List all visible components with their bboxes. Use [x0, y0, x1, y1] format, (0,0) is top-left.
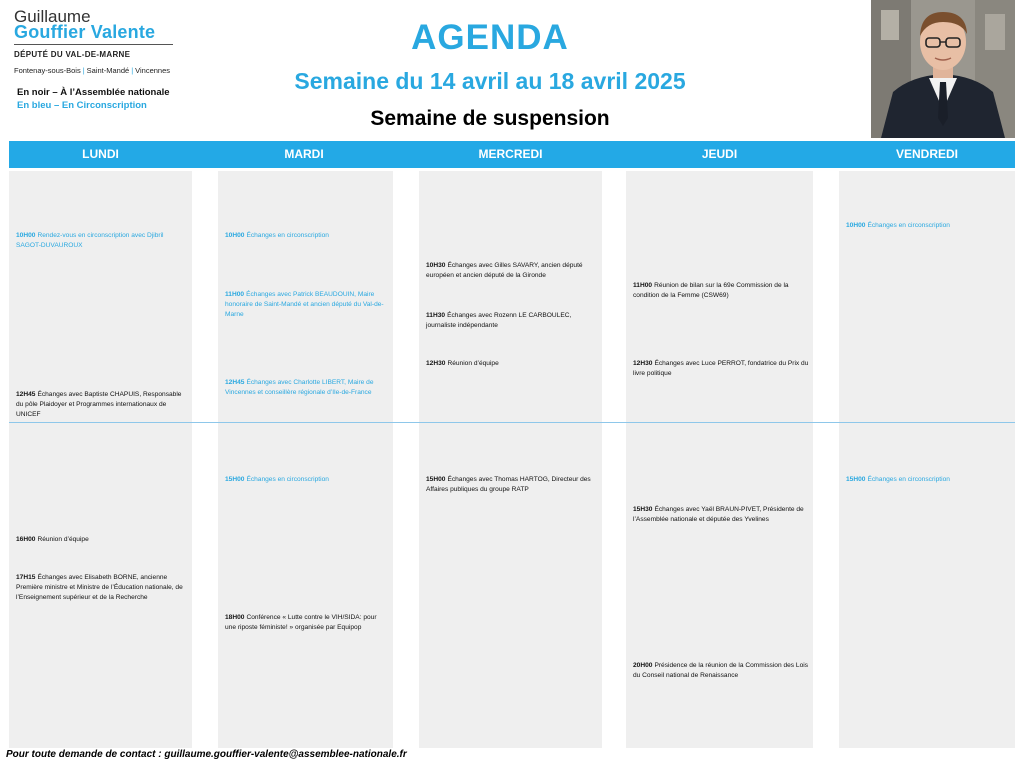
day-column-mardi	[218, 171, 393, 748]
event-time: 15H00	[846, 476, 866, 483]
event-vendredi-1	[846, 221, 1011, 231]
day-column-vendredi	[839, 171, 1015, 748]
event-mercredi-1	[426, 261, 598, 281]
event-jeudi-3	[633, 505, 809, 525]
event-text: Échanges avec Rozenn LE CARBOULEC, journaliste indépendante	[426, 312, 572, 329]
event-time: 15H00	[426, 476, 446, 483]
event-mardi-2	[225, 290, 389, 320]
event-jeudi-1	[633, 281, 809, 301]
city-vincennes: Vincennes	[135, 66, 171, 75]
event-text: Échanges avec Charlotte LIBERT, Maire de Vincennes et conseillère régionale d’Ile-de-France	[225, 379, 374, 396]
week-note: Semaine de suspension	[370, 107, 610, 130]
event-time: 15H30	[633, 506, 653, 513]
event-text: Échanges avec Elisabeth BORNE, ancienne Première ministre et Ministre de l’Éducation nationale, de l’Enseignement supérieur et de la Recherche	[16, 574, 183, 601]
event-text: Échanges en circonscription	[867, 476, 950, 483]
city-fontenay: Fontenay-sous-Bois	[14, 66, 81, 75]
event-mardi-5	[225, 613, 389, 633]
event-time: 17H15	[16, 574, 36, 581]
event-text: Présidence de la réunion de la Commission des Lois du Conseil national de Renaissance	[633, 662, 809, 679]
event-mercredi-4	[426, 475, 598, 495]
day-header-jeudi: JEUDI	[701, 147, 738, 161]
day-column-mercredi	[419, 171, 602, 748]
event-text: Échanges avec Gilles SAVARY, ancien député européen et ancien député de la Gironde	[426, 262, 583, 279]
legend-blue: En bleu – En Circonscription	[17, 100, 147, 111]
day-header-lundi: LUNDI	[82, 147, 119, 161]
event-text: Échanges avec Patrick BEAUDOUIN, Maire honoraire de Saint-Mandé et ancien député du Val-de-Marne	[225, 291, 384, 318]
event-jeudi-4	[633, 661, 809, 681]
event-time: 12H30	[633, 360, 653, 367]
midday-divider	[9, 422, 1015, 423]
event-text: Échanges avec Thomas HARTOG, Directeur des Affaires publiques du groupe RATP	[426, 476, 591, 493]
event-text: Rendez-vous en circonscription avec Djibril SAGOT-DUVAUROUX	[16, 232, 164, 249]
event-text: Réunion de bilan sur la 69e Commission de la condition de la Femme (CSW69)	[633, 282, 789, 299]
page-title: AGENDA	[411, 18, 569, 57]
brand-last-name: Gouffier Valente	[14, 22, 156, 42]
event-time: 12H45	[225, 379, 245, 386]
event-text: Échanges avec Luce PERROT, fondatrice du Prix du livre politique	[633, 360, 809, 377]
event-vendredi-2	[846, 475, 1011, 485]
day-header-vendredi: VENDREDI	[895, 147, 958, 161]
event-time: 18H00	[225, 614, 245, 621]
event-mercredi-2	[426, 311, 598, 331]
brand-first-name: Guillaume	[14, 7, 91, 26]
event-mardi-1	[225, 231, 389, 241]
event-time: 12H45	[16, 391, 36, 398]
event-lundi-4	[16, 573, 188, 603]
day-column-lundi	[9, 171, 192, 748]
day-header-mardi: MARDI	[284, 147, 324, 161]
event-time: 12H30	[426, 360, 446, 367]
event-text: Réunion d’équipe	[447, 360, 499, 367]
event-time: 10H00	[225, 232, 245, 239]
event-time: 20H00	[633, 662, 653, 669]
event-time: 11H30	[426, 312, 446, 319]
event-time: 10H30	[426, 262, 446, 269]
legend-black: En noir – À l’Assemblée nationale	[17, 87, 170, 98]
week-subtitle: Semaine du 14 avril au 18 avril 2025	[294, 68, 686, 94]
event-time: 10H00	[846, 222, 866, 229]
event-text: Conférence « Lutte contre le VIH/SIDA: pour une riposte féministe! » organisée par Equipop	[225, 614, 377, 631]
event-time: 15H00	[225, 476, 245, 483]
event-lundi-1	[16, 231, 188, 251]
city-saint-mande: Saint-Mandé	[86, 66, 130, 75]
contact-footer: Pour toute demande de contact : guillaume.gouffier-valente@assemblee-nationale.fr	[6, 749, 407, 760]
city-separator: |	[82, 66, 85, 75]
portrait-illustration	[871, 0, 1015, 138]
deputy-portrait	[871, 0, 1015, 138]
event-mardi-3	[225, 378, 389, 398]
event-text: Échanges en circonscription	[246, 476, 329, 483]
brand-role: DÉPUTÉ DU VAL-DE-MARNE	[14, 50, 131, 59]
event-jeudi-2	[633, 359, 809, 379]
event-text: Échanges avec Yaël BRAUN-PIVET, Présidente de l’Assemblée nationale et députée des Yvelines	[633, 506, 804, 523]
event-lundi-3	[16, 535, 188, 545]
event-text: Échanges avec Baptiste CHAPUIS, Responsable du pôle Plaidoyer et Programmes internationaux de UNICEF	[16, 391, 182, 418]
day-header-mercredi: MERCREDI	[478, 147, 543, 161]
event-lundi-2	[16, 390, 188, 420]
event-time: 16H00	[16, 536, 36, 543]
event-time: 10H00	[16, 232, 36, 239]
event-time: 11H00	[225, 291, 245, 298]
event-mercredi-3	[426, 359, 598, 369]
event-time: 11H00	[633, 282, 653, 289]
event-text: Échanges en circonscription	[867, 222, 950, 229]
event-mardi-4	[225, 475, 389, 485]
city-separator: |	[131, 66, 134, 75]
event-text: Échanges en circonscription	[246, 232, 329, 239]
event-text: Réunion d’équipe	[37, 536, 89, 543]
